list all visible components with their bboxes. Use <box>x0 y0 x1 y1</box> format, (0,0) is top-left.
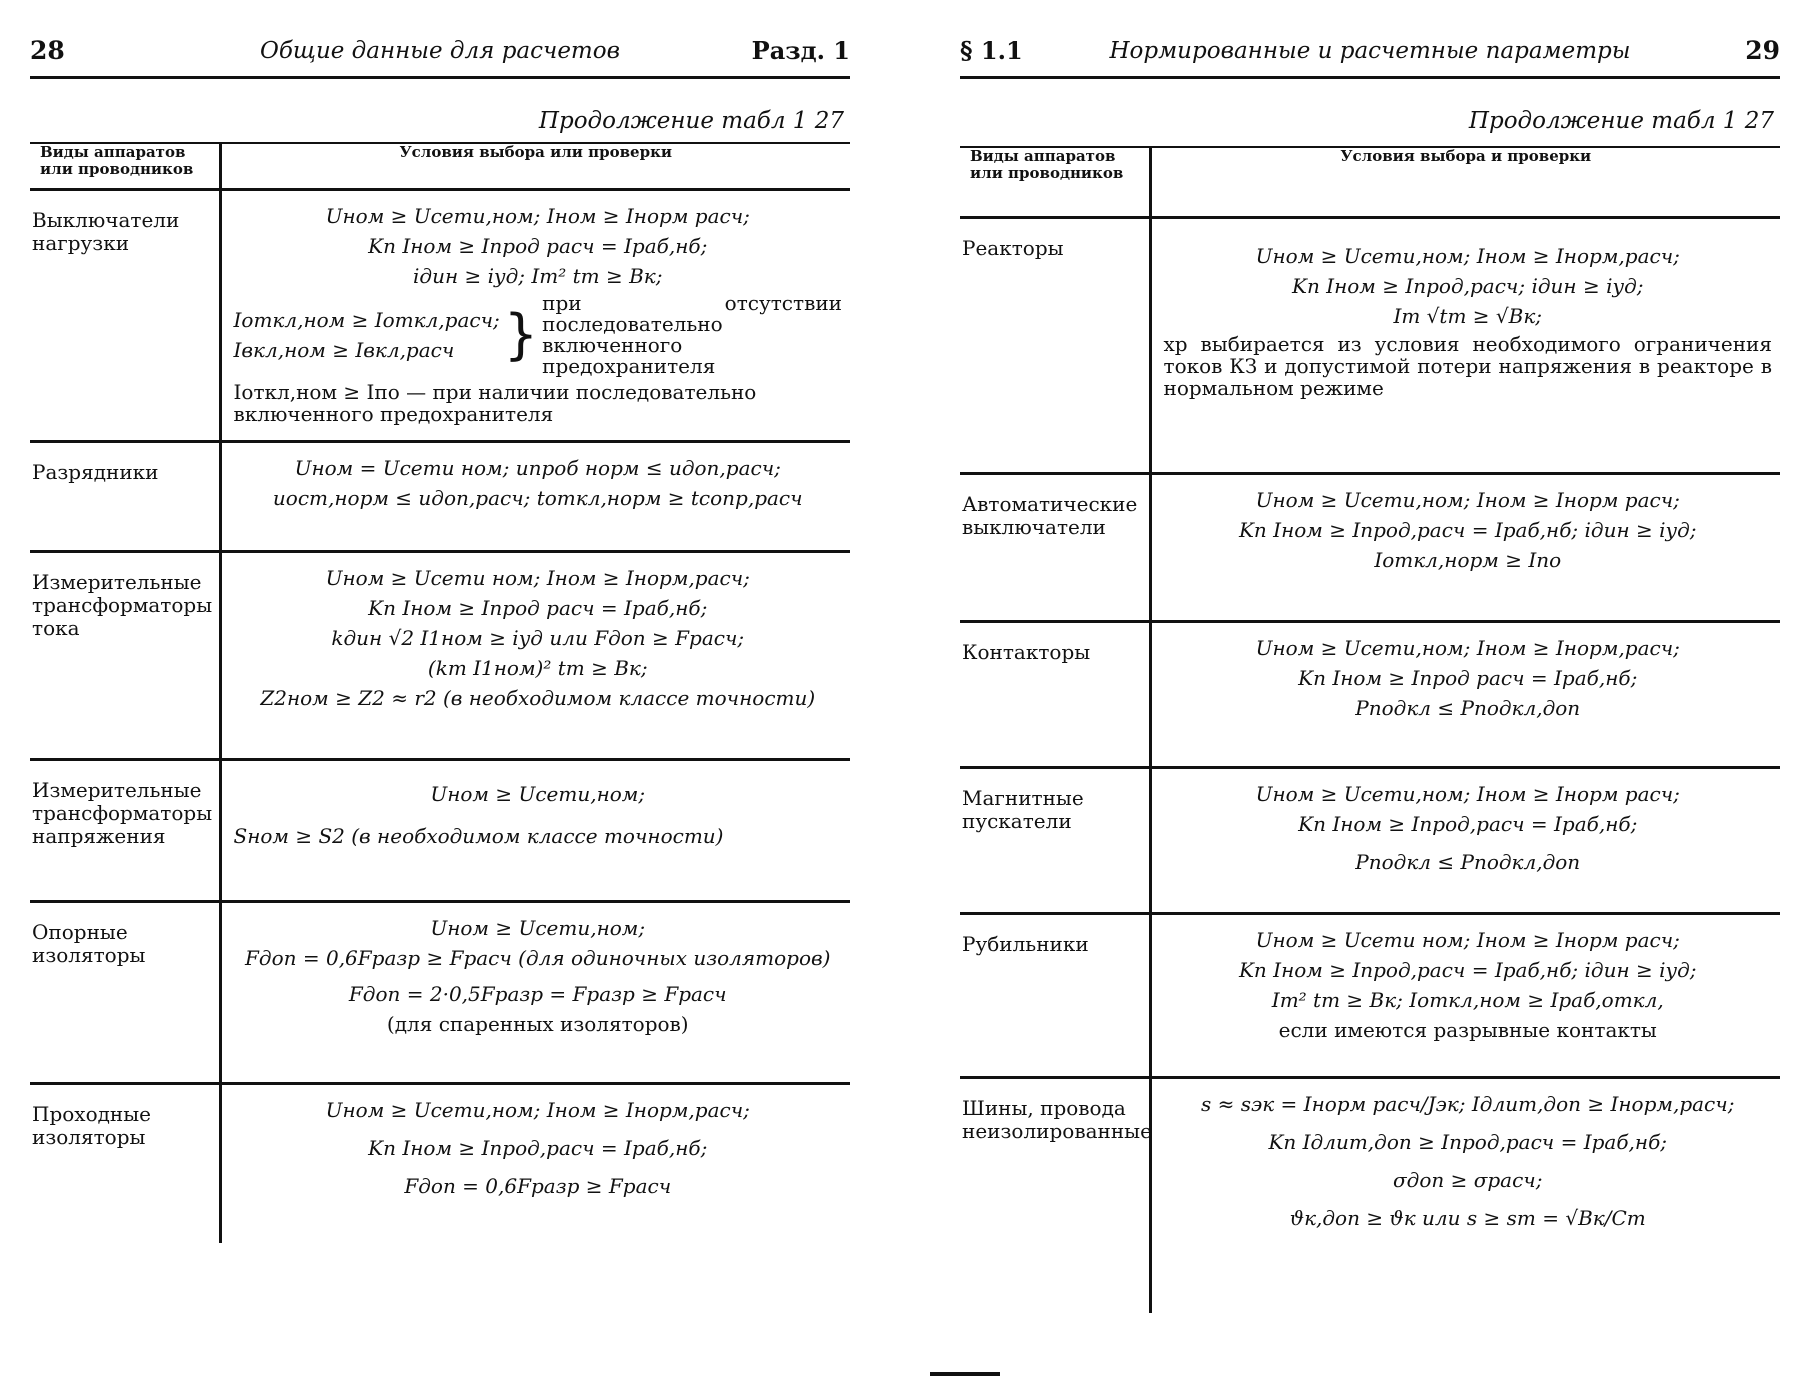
running-title: Нормированные и расчетные параметры <box>1109 38 1631 64</box>
brace-icon: } <box>503 302 539 366</box>
right-spec-table <box>960 146 1780 1313</box>
page-number: 28 <box>30 36 65 65</box>
table-row <box>960 1077 1780 1313</box>
table-row <box>960 217 1780 473</box>
condition-line: Uном ≥ Uсети,ном; <box>430 915 646 940</box>
condition-line: s ≈ sэк = Iнорм расч/Jэк; Iдлит,доп ≥ Iнорм,расч; <box>1201 1091 1735 1116</box>
condition-line: uост,норм ≤ uдоп,расч; tоткл,норм ≥ tсопр,расч <box>272 485 803 510</box>
condition-note: Iоткл,ном ≥ Iпо — при наличии последовательно включенного предохранителя <box>233 379 757 426</box>
row-conditions <box>1150 473 1780 621</box>
condition-line: iдин ≥ iуд; Iт² tт ≥ Bк; <box>413 263 663 288</box>
condition-line: Fдоп = 0,6Fразр ≥ Fрасч <box>404 1173 672 1198</box>
section-label: Разд. 1 <box>751 36 850 65</box>
condition-line: (для спаренных изоляторов) <box>386 1011 689 1036</box>
row-kind: Реакторы <box>960 217 1150 473</box>
condition-note: xр выбирается из условия необходимого ограничения токов КЗ и допустимой потери напряжения в реакторе в нормальном режиме <box>1163 331 1772 400</box>
condition-line: если имеются разрывные контакты <box>1278 1017 1657 1042</box>
row-kind: Магнитные пускатели <box>960 767 1150 913</box>
running-title: Общие данные для расчетов <box>260 38 620 64</box>
condition-line: Uном ≥ Uсети,ном; <box>430 781 646 806</box>
table-row <box>960 913 1780 1077</box>
continuation-label: Продолжение табл 1 27 <box>1468 108 1774 134</box>
header-conditions: Условия выбора или проверки <box>220 143 850 189</box>
row-conditions <box>220 189 850 441</box>
row-kind: Проходные изоляторы <box>32 1101 152 1149</box>
table-row <box>960 767 1780 913</box>
row-conditions <box>1150 621 1780 767</box>
condition-line: Iоткл,ном ≥ Iоткл,расч; <box>233 307 500 332</box>
condition-line: Uном ≥ Uсети,ном; Iном ≥ Iнорм расч; <box>1255 781 1680 806</box>
condition-line: Fдоп = 0,6Fразр ≥ Fрасч (для одиночных изоляторов) <box>245 945 831 970</box>
condition-line: Uном ≥ Uсети,ном; Iном ≥ Iнорм,расч; <box>1255 243 1680 268</box>
left-running-head <box>30 36 850 79</box>
condition-line: Pподкл ≤ Pподкл,доп <box>1355 695 1581 720</box>
row-kind: Контакторы <box>960 621 1150 767</box>
right-page <box>960 0 1780 1381</box>
condition-line: (kт I1ном)² tт ≥ Bк; <box>427 655 648 680</box>
header-conditions: Условия выбора и проверки <box>1150 147 1780 217</box>
condition-line: Kп Iном ≥ Iпрод расч = Iраб,нб; <box>368 595 708 620</box>
table-row <box>30 189 850 441</box>
section-label: § 1.1 <box>960 36 1023 65</box>
condition-line: σдоп ≥ σрасч; <box>1393 1167 1543 1192</box>
condition-line: Uном = Uсети ном; uпроб норм ≤ uдоп,расч; <box>294 455 781 480</box>
row-conditions <box>220 759 850 901</box>
table-row <box>30 551 850 759</box>
condition-line: Iоткл,норм ≥ Iпо <box>1374 547 1562 572</box>
condition-line: Fдоп = 2·0,5Fразр = Fразр ≥ Fрасч <box>348 981 727 1006</box>
row-conditions <box>1150 1077 1780 1313</box>
condition-line: Uном ≥ Uсети,ном; Iном ≥ Iнорм,расч; <box>1255 635 1680 660</box>
right-running-head <box>960 36 1780 79</box>
table-row <box>30 441 850 551</box>
row-kind: Рубильники <box>960 913 1150 1077</box>
table-row <box>30 759 850 901</box>
row-conditions <box>220 441 850 551</box>
condition-line: Kп Iном ≥ Iпрод расч = Iраб,нб; <box>1298 665 1638 690</box>
row-conditions <box>220 901 850 1083</box>
condition-line: Iт √tт ≥ √Bк; <box>1393 303 1543 328</box>
row-kind: Измерительные трансформаторы тока <box>30 551 220 759</box>
left-page <box>30 0 850 1381</box>
table-row <box>30 901 850 1083</box>
header-kind: Виды аппаратов или проводников <box>30 143 220 189</box>
condition-line: Kп Iном ≥ Iпрод,расч; iдин ≥ iуд; <box>1292 273 1644 298</box>
condition-line: Pподкл ≤ Pподкл,доп <box>1355 849 1581 874</box>
condition-line: Kп Iном ≥ Iпрод,расч = Iраб,нб; iдин ≥ iуд; <box>1238 517 1697 542</box>
condition-line: Uном ≥ Uсети,ном; Iном ≥ Iнорм,расч; <box>325 1097 750 1122</box>
condition-line: Kп Iном ≥ Iпрод расч = Iраб,нб; <box>368 233 708 258</box>
condition-line: Kп Iном ≥ Iпрод,расч = Iраб,нб; iдин ≥ iуд; <box>1238 957 1697 982</box>
row-kind: Разрядники <box>30 441 220 551</box>
row-kind: Автоматические выключатели <box>960 473 1150 621</box>
condition-line: Uном ≥ Uсети,ном; Iном ≥ Iнорм расч; <box>325 203 750 228</box>
condition-line: ϑк,доп ≥ ϑк или s ≥ sт = √Bк/Cт <box>1289 1205 1646 1230</box>
table-row <box>30 1083 850 1243</box>
condition-line: Iвкл,ном ≥ Iвкл,расч <box>233 337 455 362</box>
header-kind: Виды аппаратов или проводников <box>960 147 1150 217</box>
row-conditions <box>1150 913 1780 1077</box>
row-conditions <box>220 1083 850 1243</box>
condition-line: Iт² tт ≥ Bк; Iоткл,ном ≥ Iраб,откл, <box>1271 987 1664 1012</box>
condition-line: Uном ≥ Uсети ном; Iном ≥ Iнорм расч; <box>1255 927 1680 952</box>
condition-line: Sном ≥ S2 (в необходимом классе точности) <box>233 823 724 848</box>
condition-line: Z2ном ≥ Z2 ≈ r2 (в необходимом классе точности) <box>260 685 816 710</box>
condition-line: kдин √2 I1ном ≥ iуд или Fдоп ≥ Fрасч; <box>331 625 745 650</box>
condition-line: Kп Iном ≥ Iпрод,расч = Iраб,нб; <box>368 1135 708 1160</box>
condition-line: Uном ≥ Uсети,ном; Iном ≥ Iнорм расч; <box>1255 487 1680 512</box>
page-number: 29 <box>1745 36 1780 65</box>
condition-line: Uном ≥ Uсети ном; Iном ≥ Iнорм,расч; <box>325 565 750 590</box>
continuation-label: Продолжение табл 1 27 <box>538 108 844 134</box>
table-row <box>960 473 1780 621</box>
row-kind: Измерительные трансформаторы напряжения <box>30 759 220 901</box>
row-conditions <box>1150 767 1780 913</box>
row-kind: Опорные изоляторы <box>30 901 220 1083</box>
table-row <box>960 621 1780 767</box>
row-conditions <box>220 551 850 759</box>
left-spec-table <box>30 142 850 1243</box>
condition-note: при отсутствии последовательно включенного предохранителя <box>542 290 842 378</box>
row-kind: Выключатели нагрузки <box>30 189 220 441</box>
condition-line: Kп Iном ≥ Iпрод,расч = Iраб,нб; <box>1298 811 1638 836</box>
row-kind: Шины, провода неизолированные <box>962 1095 1152 1143</box>
row-conditions <box>1150 217 1780 473</box>
page-bottom-mark <box>930 1372 1000 1376</box>
brace-group <box>233 290 843 378</box>
condition-line: Kп Iдлит,доп ≥ Iпрод,расч = Iраб,нб; <box>1268 1129 1668 1154</box>
